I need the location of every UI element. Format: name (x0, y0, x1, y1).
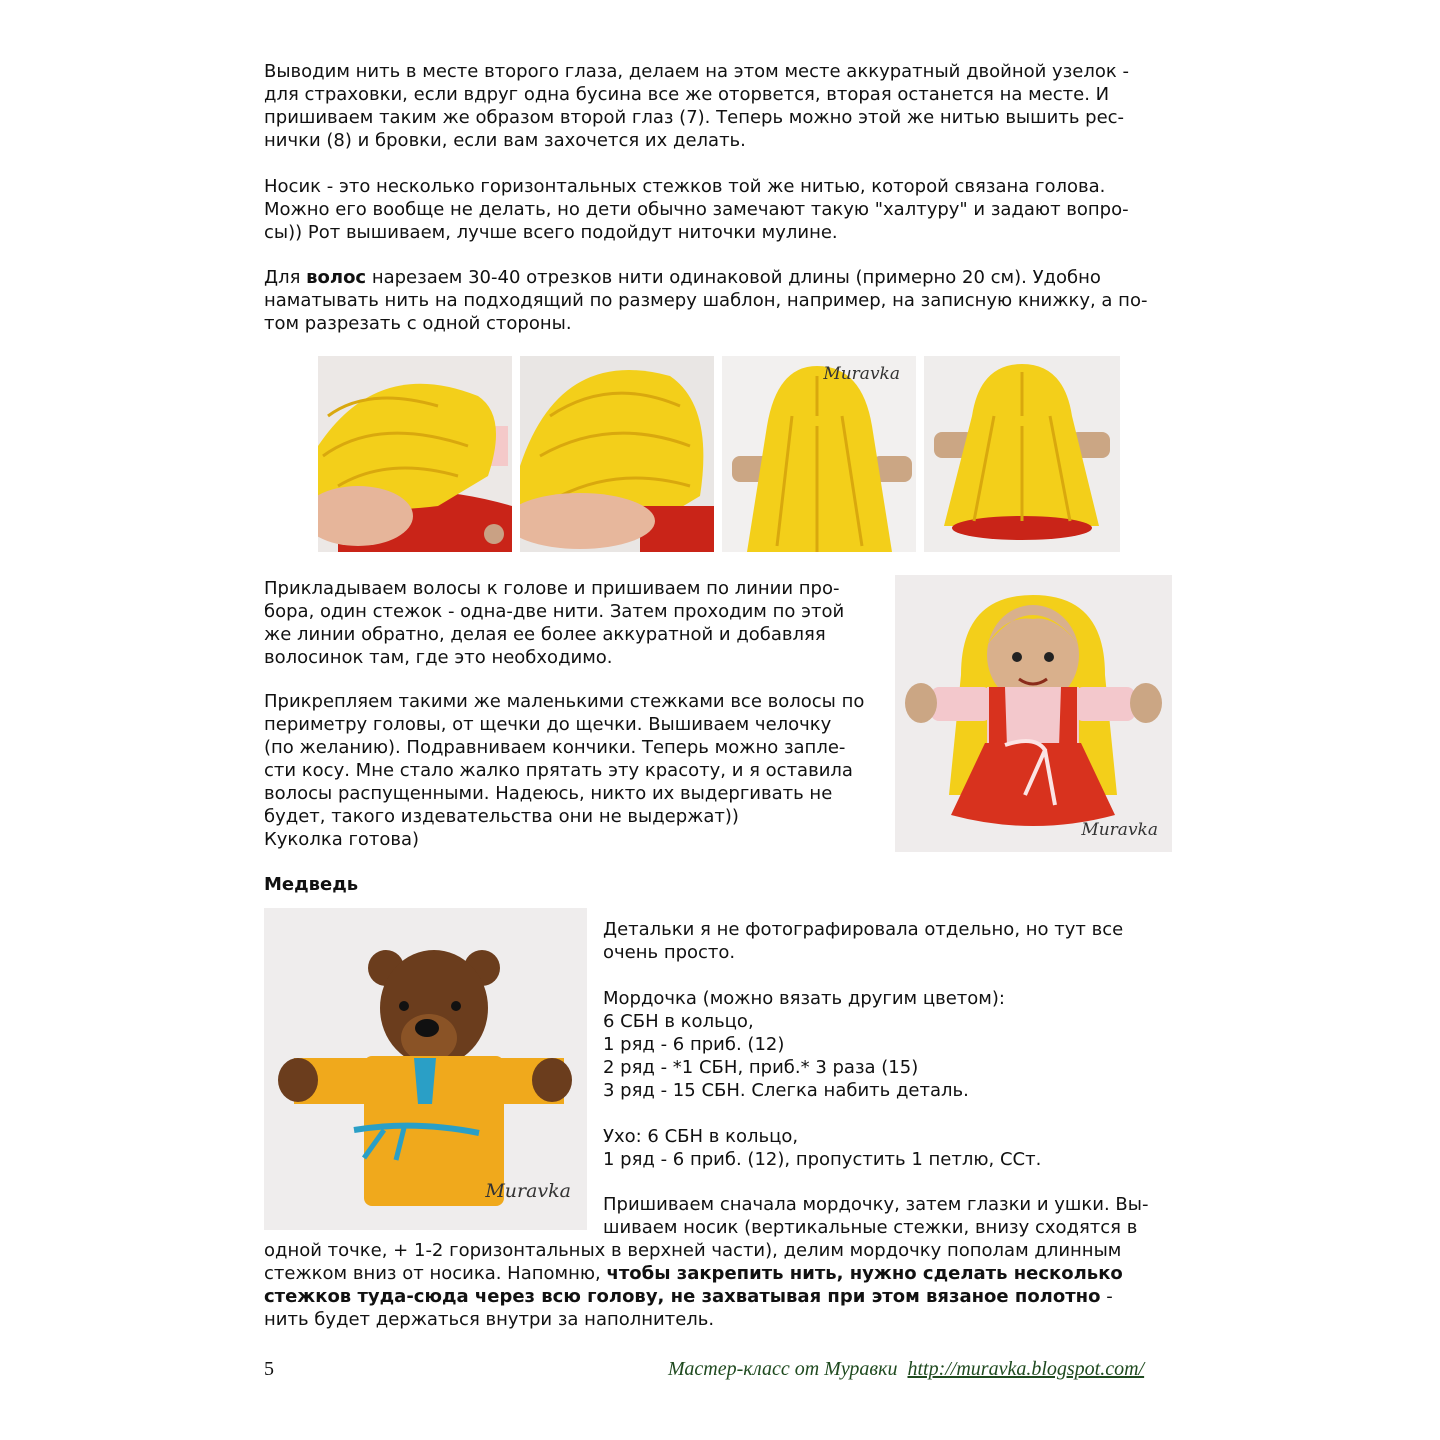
paragraph-muzzle-pattern: Мордочка (можно вязать другим цветом): 6 СБН в кольцо, 1 ряд - 6 приб. (12) 2 ряд - *1 СБН, приб.* 3 раза (15) 3 ряд - 15 СБН. Слегка набить деталь. (603, 988, 1005, 1101)
paragraph-finish-doll: Прикрепляем такими же маленькими стежками все волосы по периметру головы, от щечки до щечки. Вышиваем челочку (по желанию). Подравниваем кончики. Теперь можно запле- сти косу. Мне стало жалко прятать эту красоту, и я оставила волосы распущенными. Надеюсь, никто их выдергивать не будет, такого издевательства они не выдержат)) Куколка готова) (264, 691, 865, 850)
bear-photo (264, 908, 587, 1230)
paragraph-bear-intro: Детальки я не фотографировала отдельно, но тут все очень просто. (603, 919, 1124, 963)
assembly-bold-tip: чтобы закрепить нить, нужно сделать несколько стежков туда-сюда через всю голову, не захватывая при этом вязаное полотно (264, 1263, 1123, 1307)
hair-photo-1 (318, 356, 512, 552)
footer-blog-link[interactable]: http://muravka.blogspot.com/ (907, 1358, 1145, 1380)
hair-photo-3 (722, 356, 916, 552)
hair-bold-word: волос (306, 267, 367, 288)
section-heading-bear: Медведь (264, 874, 359, 895)
watermark: Muravka (1081, 820, 1158, 840)
watermark: Muravka (485, 1180, 571, 1202)
doll-photo (895, 575, 1172, 852)
hair-photo-4 (924, 356, 1120, 552)
footer-caption: Мастер-класс от Муравки http://muravka.blogspot.com/ (668, 1358, 1145, 1380)
paragraph-eyes: Выводим нить в месте второго глаза, делаем на этом месте аккуратный двойной узелок - для страховки, если вдруг одна бусина все же оторвется, вторая останется на месте. И пришиваем таким же образом второй глаз (7). Теперь можно этой же нитью вышить рес- нички (8) и бровки, если вам захочется их делать. (264, 61, 1129, 151)
paragraph-assembly-part2: одной точке, + 1-2 горизонтальных в верхней части), делим мордочку пополам длинным стежком вниз от носика. Напомню, чтобы закрепить нить, нужно сделать несколько стежков туда-сюда через всю голову, не захватывая при этом вязаное полотно - нить будет держаться внутри за наполнитель. (264, 1240, 1123, 1330)
hair-photo-2 (520, 356, 714, 552)
page-number: 5 (264, 1358, 274, 1380)
watermark: Muravka (823, 364, 900, 384)
paragraph-assembly-part1: Пришиваем сначала мордочку, затем глазки и ушки. Вы- шиваем носик (вертикальные стежки, внизу сходятся в (603, 1194, 1149, 1238)
paragraph-attach-hair: Прикладываем волосы к голове и пришиваем по линии про- бора, один стежок - одна-две нити. Затем проходим по этой же линии обратно, делая ее более аккуратной и добавляя волосинок там, где это необходимо. (264, 578, 845, 668)
paragraph-nose: Носик - это несколько горизонтальных стежков той же нитью, которой связана голова. Можно его вообще не делать, но дети обычно замечают такую "халтуру" и задают вопро- сы)) Рот вышиваем, лучше всего подойдут ниточки мулине. (264, 176, 1129, 243)
paragraph-ear-pattern: Ухо: 6 СБН в кольцо, 1 ряд - 6 приб. (12), пропустить 1 петлю, ССт. (603, 1126, 1042, 1170)
paragraph-hair: Для волос нарезаем 30-40 отрезков нити одинаковой длины (примерно 20 см). Удобно наматывать нить на подходящий по размеру шаблон, например, на записную книжку, а по- том разрезать с одной стороны. (264, 267, 1148, 334)
